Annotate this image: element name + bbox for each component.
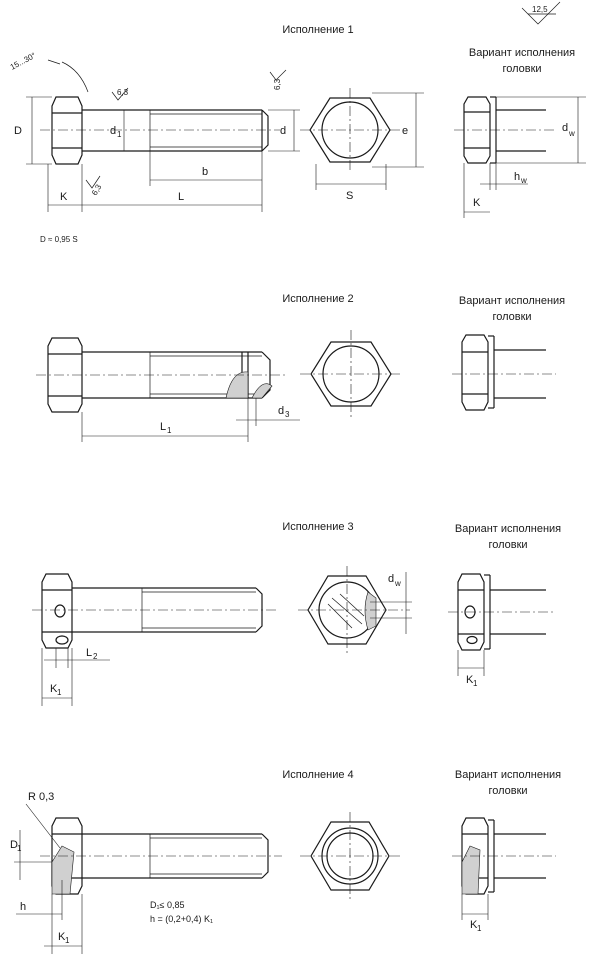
variant-1-note: D ≈ 0,95 S [40,235,78,244]
dim-dw: d [562,122,569,134]
dim-dw-sub: w [569,129,575,138]
dim-h: h [20,901,27,913]
dim-b: b [202,166,209,178]
dim-K1-v3: K [50,683,58,695]
variant-4-note-a: D₁≤ 0,85 [150,900,185,910]
variant-1-bolt-side-view [9,51,300,212]
variant-1-hex-end-view [300,88,424,202]
dim-K1-v4-option: K [470,919,478,931]
variant-4-note-b: h = (0,2+0,4) K₁ [150,914,214,924]
dim-K1-v3-sub: 1 [57,688,62,697]
roughness-6-3-end: 6,3 [273,78,282,90]
angle-label: 15...30° [8,50,38,72]
variant-4-bolt-side-view [10,791,282,954]
dim-S: S [346,190,354,202]
dim-K: K [60,191,68,203]
variant-2-title: Исполнение 2 [282,293,354,305]
dim-K1-v3-option: K [466,674,474,686]
variant-1-title: Исполнение 1 [282,24,354,36]
dim-d1: d [110,125,117,137]
variant-2-bolt-side-view [36,338,300,442]
variant-3-head-option-view [448,574,556,688]
dim-d1-sub: 1 [117,130,122,139]
dim-K1-v4-sub: 1 [65,936,70,945]
dim-K1-v4: K [58,931,66,943]
variant-3-head-option-line2: головки [488,539,528,551]
dim-K1-v4-option-sub: 1 [477,924,482,933]
variant-4-head-option-view [452,818,556,933]
dim-d3: d [278,405,285,417]
roughness-6-3-head: 6,3 [117,88,129,97]
dim-L2: L [86,647,93,659]
dim-hw: h [514,171,521,183]
roughness-6-3-underhead: 6,3 [89,182,104,197]
dim-L: L [178,191,185,203]
variant-2-head-option-view [452,335,556,410]
dim-D: D [14,125,22,137]
dim-L2-sub: 2 [93,652,98,661]
dim-dw-v3: d [388,573,395,585]
variant-3-hex-end-view [298,566,412,654]
dim-hw-sub: w [521,176,527,185]
variant-3-head-option-line1: Вариант исполнения [454,523,562,535]
dim-D1-sub: 1 [17,844,22,853]
general-roughness-value: 12,5 [532,5,548,14]
dim-L1: L [160,421,167,433]
variant-4-head-option-line1: Вариант исполнения [454,769,562,781]
variant-4-head-option-line2: головки [488,785,528,797]
label-R: R 0,3 [28,791,55,803]
dim-e: e [402,125,409,137]
dim-K-option: K [473,197,481,209]
variant-1-head-option-line1: Вариант исполнения [468,47,576,59]
variant-2-head-option-line1: Вариант исполнения [458,295,566,307]
variant-4-title: Исполнение 4 [282,769,354,781]
dim-dw-v3-sub: w [395,579,401,588]
variant-1-head-option-line2: головки [502,63,542,75]
dim-d: d [280,125,287,137]
variant-3-bolt-side-view [32,574,278,706]
dim-L1-sub: 1 [167,426,172,435]
variant-3-title: Исполнение 3 [282,521,354,533]
variant-2-hex-end-view [300,330,402,418]
dim-d3-sub: 3 [285,410,290,419]
variant-1-head-option-view [454,97,586,218]
variant-4-hex-end-view [300,812,400,900]
dim-K1-v3-option-sub: 1 [473,679,478,688]
dim-D1: D [10,839,18,851]
variant-2-head-option-line2: головки [492,311,532,323]
general-roughness-symbol [522,2,560,24]
